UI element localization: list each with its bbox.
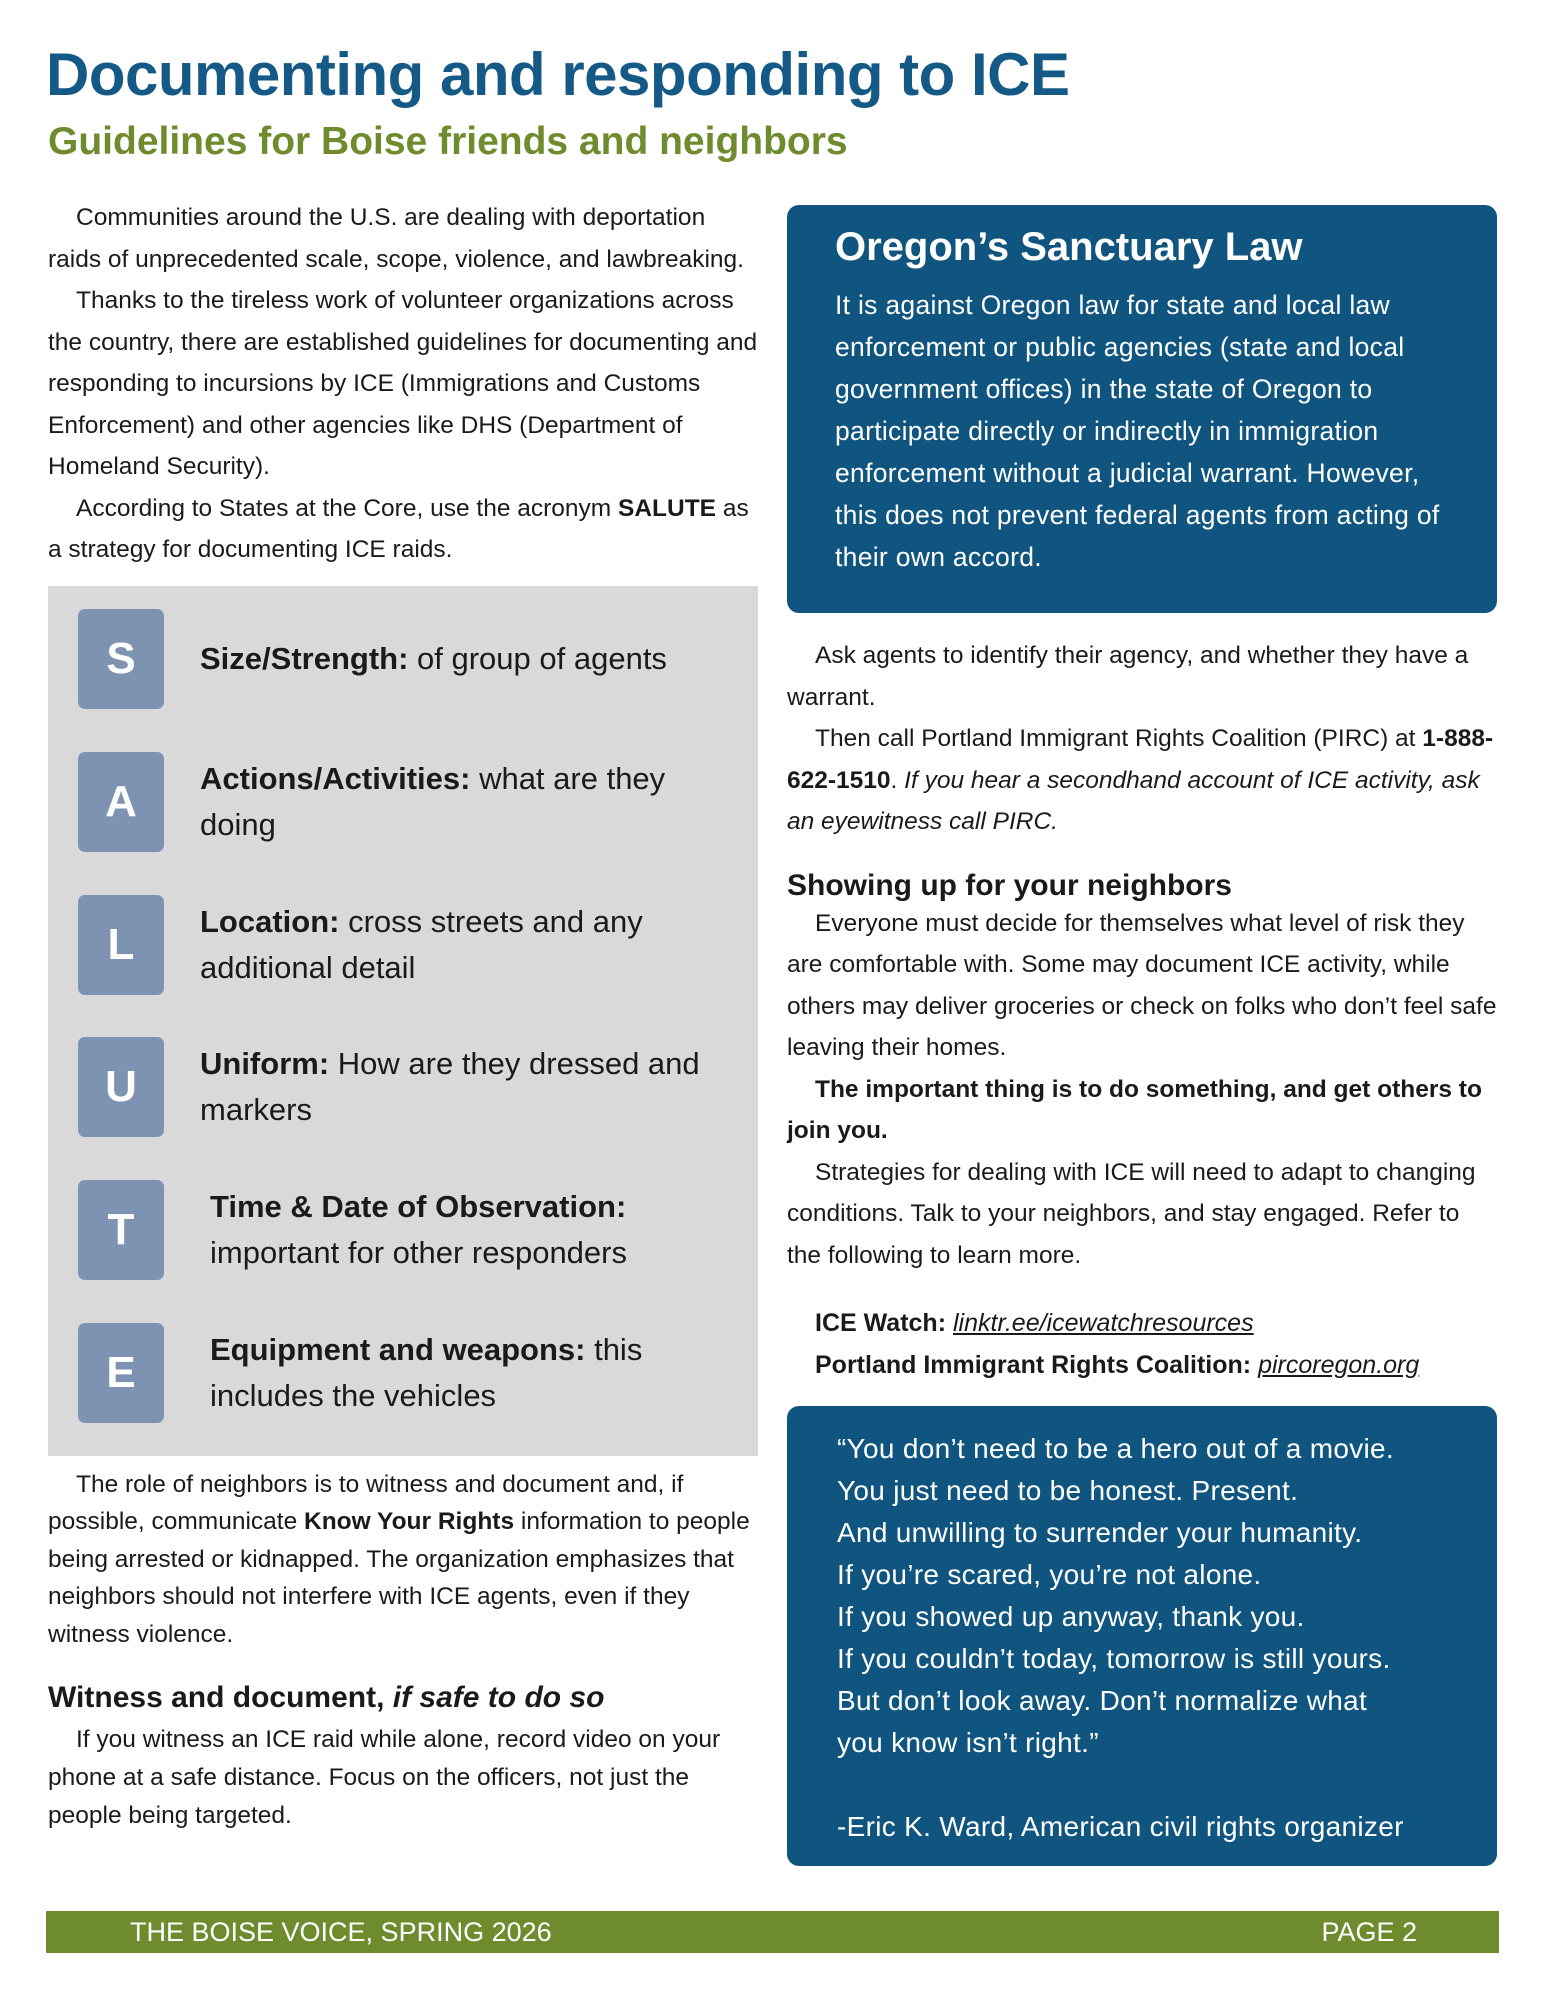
salute-letter-tile: L xyxy=(78,895,164,995)
salute-description: Uniform: How are they dressed and markers xyxy=(200,1045,700,1127)
pirc-phone-number: 1-888-622-1510 xyxy=(787,725,1494,794)
salute-item-a xyxy=(78,752,738,852)
resource-links xyxy=(815,1302,1497,1386)
quote-box xyxy=(787,1406,1497,1866)
salute-item-l xyxy=(78,895,738,995)
salute-panel xyxy=(48,586,758,1456)
quote-line: You just need to be honest. Present. xyxy=(837,1475,1299,1506)
quote-line: If you showed up anyway, thank you. xyxy=(837,1601,1305,1632)
pirc-link[interactable]: pircoregon.org xyxy=(1258,1351,1420,1379)
quote-line: But don’t look away. Don’t normalize what xyxy=(837,1685,1368,1716)
witness-heading: Witness and document, if safe to do so xyxy=(48,1681,605,1714)
intro-paragraph-3: According to States at the Core, use the acronym SALUTE as a strategy for documenting ICE raids. xyxy=(48,494,749,563)
right-column xyxy=(787,205,1497,1866)
call-pirc-paragraph: Then call Portland Immigrant Rights Coalition (PIRC) at 1-888-622-1510. If you hear a secondhand account of ICE activity, ask an eyewitness call PIRC. xyxy=(787,725,1494,835)
showing-up-heading: Showing up for your neighbors xyxy=(787,868,1232,902)
ice-watch-link[interactable]: linktr.ee/icewatchresources xyxy=(952,1309,1254,1337)
sanctuary-law-box xyxy=(787,205,1497,613)
ask-agents-paragraph: Ask agents to identify their agency, and whether they have a warrant. xyxy=(787,642,1469,711)
salute-description: Actions/Activities: what are they doing xyxy=(200,760,666,842)
sanctuary-law-body: It is against Oregon law for state and local law enforcement or public agencies (state and local government offices) in the state of Oregon to participate directly or indirectly in immigration enforcement without a judicial warrant. However, this does not prevent federal agents from acting of their own accord. xyxy=(835,290,1440,572)
salute-item-s xyxy=(78,609,738,709)
pirc-link-row: Portland Immigrant Rights Coalition: pircoregon.org xyxy=(815,1351,1420,1379)
quote-line: If you’re scared, you’re not alone. xyxy=(837,1559,1262,1590)
salute-description: Equipment and weapons: this includes the vehicles xyxy=(210,1331,643,1413)
quote-line: you know isn’t right.” xyxy=(837,1727,1099,1758)
showing-paragraph-3: Strategies for dealing with ICE will need to adapt to changing conditions. Talk to your neighbors, and stay engaged. Refer to the following to learn more. xyxy=(787,1158,1476,1269)
salute-letter-tile: E xyxy=(78,1323,164,1423)
salute-letter-tile: U xyxy=(78,1037,164,1137)
know-your-rights: Know Your Rights xyxy=(304,1508,515,1535)
salute-description: Time & Date of Observation: important for other responders xyxy=(210,1188,627,1270)
salute-acronym: SALUTE xyxy=(618,494,717,522)
salute-letter-tile: T xyxy=(78,1180,164,1280)
footer-page-number: PAGE 2 xyxy=(1321,1917,1417,1947)
salute-item-t xyxy=(78,1180,738,1280)
footer-bar xyxy=(46,1911,1499,1953)
intro-paragraph-1: Communities around the U.S. are dealing with deportation raids of unprecedented scale, scope, violence, and lawbreaking. xyxy=(48,204,744,273)
quote-author: -Eric K. Ward, American civil rights organizer xyxy=(837,1811,1404,1842)
witness-paragraph: If you witness an ICE raid while alone, record video on your phone at a safe distance. Focus on the officers, not just the people being targeted. xyxy=(48,1726,721,1829)
salute-description: Location: cross streets and any additional detail xyxy=(200,903,643,985)
sanctuary-law-title: Oregon’s Sanctuary Law xyxy=(835,225,1303,269)
ice-watch-link-row: ICE Watch: linktr.ee/icewatchresources xyxy=(815,1309,1254,1337)
quote-line: If you couldn’t today, tomorrow is still yours. xyxy=(837,1643,1391,1674)
role-paragraph: The role of neighbors is to witness and document and, if possible, communicate Know Your Rights information to people being arrested or kidnapped. The organization emphasizes that neighbors should not interfere with ICE agents, even if they witness violence. xyxy=(48,1470,750,1648)
left-column xyxy=(48,197,758,1835)
salute-item-u xyxy=(78,1037,738,1137)
page-title: Documenting and responding to ICE xyxy=(46,41,1070,108)
salute-item-e xyxy=(78,1323,738,1423)
quote-line: “You don’t need to be a hero out of a movie. xyxy=(837,1433,1394,1464)
showing-paragraph-1: Everyone must decide for themselves what level of risk they are comfortable with. Some may document ICE activity, while others may deliver groceries or check on folks who don’t feel safe leaving their homes. xyxy=(787,909,1497,1061)
salute-letter-tile: A xyxy=(78,752,164,852)
showing-paragraph-2: The important thing is to do something, and get others to join you. xyxy=(787,1075,1482,1144)
footer-publication: THE BOISE VOICE, SPRING 2026 xyxy=(130,1917,552,1947)
quote-line: And unwilling to surrender your humanity. xyxy=(837,1517,1363,1548)
salute-description: Size/Strength: of group of agents xyxy=(200,640,667,676)
intro-paragraph-2: Thanks to the tireless work of volunteer organizations across the country, there are established guidelines for documenting and responding to incursions by ICE (Immigrations and Customs Enforcement) and other agencies like DHS (Department of Homeland Security). xyxy=(48,287,758,480)
salute-letter-tile: S xyxy=(78,609,164,709)
page-subtitle: Guidelines for Boise friends and neighbors xyxy=(48,120,848,163)
